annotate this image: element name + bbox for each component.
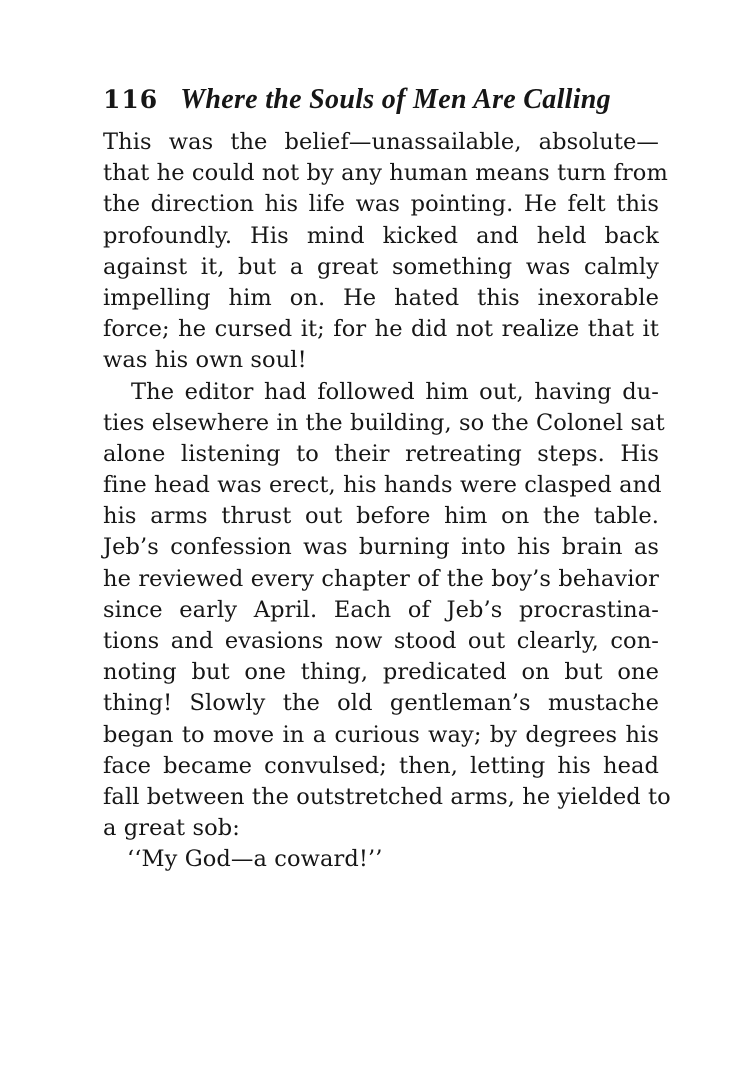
text-line: against it, but a great something was calmly bbox=[103, 253, 659, 280]
text-line: his arms thrust out before him on the table. bbox=[103, 503, 659, 530]
text-line: tions and evasions now stood out clearly, con- bbox=[103, 628, 659, 654]
text-line: This was the belief—unassailable, absolute— bbox=[103, 129, 659, 155]
text-line: fine head was erect, his hands were clasped and bbox=[103, 472, 662, 499]
running-head bbox=[103, 80, 663, 120]
text-line: noting but one thing, predicated on but one bbox=[103, 659, 659, 686]
text-line: impelling him on. He hated this inexorable bbox=[103, 284, 659, 311]
text-line: the direction his life was pointing. He felt this bbox=[103, 191, 659, 218]
text-line: Jeb’s confession was burning into his brain as bbox=[103, 534, 659, 561]
text-line: a great sob: bbox=[103, 815, 240, 842]
text-line: was his own soul! bbox=[103, 347, 307, 374]
text-line: profoundly. His mind kicked and held back bbox=[103, 222, 659, 249]
text-line: that he could not by any human means turn from bbox=[103, 160, 668, 187]
body-text bbox=[103, 127, 671, 876]
text-line: ties elsewhere in the building, so the Colonel sat bbox=[103, 409, 665, 436]
text-line: force; he cursed it; for he did not realize that it bbox=[103, 316, 659, 343]
text-line: he reviewed every chapter of the boy’s behavior bbox=[103, 565, 659, 592]
text-line: face became convulsed; then, letting his head bbox=[103, 752, 659, 779]
paragraph-first-line: The editor had followed him out, having du- bbox=[131, 378, 659, 405]
page-number: 116 bbox=[103, 85, 159, 114]
text-line: alone listening to their retreating steps. His bbox=[103, 440, 659, 467]
text-line: began to move in a curious way; by degrees his bbox=[103, 721, 659, 748]
text-line: since early April. Each of Jeb’s procrastina- bbox=[103, 596, 659, 623]
text-line: fall between the outstretched arms, he yielded to bbox=[103, 783, 671, 810]
book-title: Where the Souls of Men Are Calling bbox=[180, 84, 611, 115]
text-line: thing! Slowly the old gentleman’s mustache bbox=[103, 690, 659, 717]
dialogue-line: ‘‘My God—a coward!’’ bbox=[127, 846, 383, 873]
